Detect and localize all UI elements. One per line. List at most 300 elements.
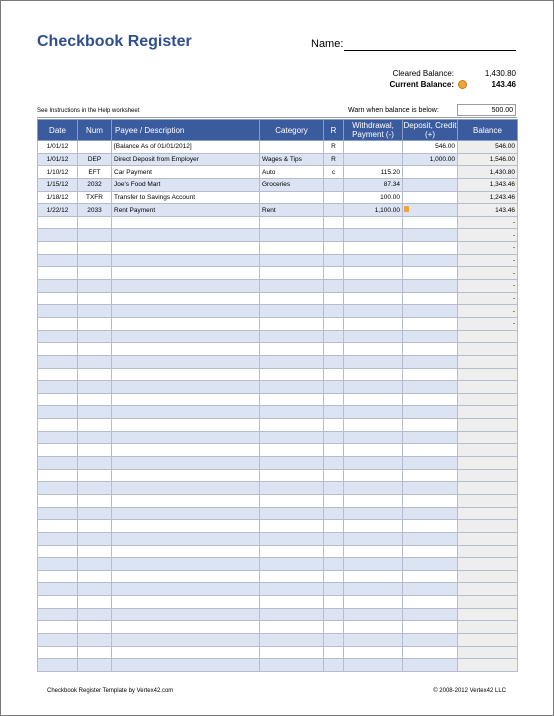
- cell-balance[interactable]: -: [458, 254, 518, 267]
- cell-payee[interactable]: [112, 317, 260, 330]
- cell-reconciled[interactable]: [324, 558, 344, 571]
- cell-deposit[interactable]: [403, 520, 458, 533]
- cell-reconciled[interactable]: [324, 355, 344, 368]
- cell-payee[interactable]: [112, 507, 260, 520]
- cell-date[interactable]: [38, 280, 78, 293]
- cell-num[interactable]: [78, 381, 112, 394]
- cell-balance[interactable]: [458, 520, 518, 533]
- cell-date[interactable]: 1/01/12: [38, 141, 78, 154]
- cell-withdrawal[interactable]: [344, 292, 403, 305]
- cell-deposit[interactable]: [403, 608, 458, 621]
- cell-reconciled[interactable]: [324, 216, 344, 229]
- cell-deposit[interactable]: [403, 381, 458, 394]
- cell-balance[interactable]: [458, 469, 518, 482]
- cell-category[interactable]: Rent: [260, 204, 324, 217]
- cell-deposit[interactable]: [403, 532, 458, 545]
- cell-num[interactable]: [78, 141, 112, 154]
- cell-balance[interactable]: [458, 431, 518, 444]
- cell-reconciled[interactable]: [324, 330, 344, 343]
- cell-withdrawal[interactable]: [344, 532, 403, 545]
- warn-threshold-input[interactable]: 500.00: [457, 104, 516, 116]
- cell-balance[interactable]: 546.00: [458, 141, 518, 154]
- cell-num[interactable]: [78, 482, 112, 495]
- cell-date[interactable]: [38, 355, 78, 368]
- cell-date[interactable]: [38, 444, 78, 457]
- cell-category[interactable]: Groceries: [260, 178, 324, 191]
- cell-balance[interactable]: [458, 406, 518, 419]
- cell-withdrawal[interactable]: [344, 494, 403, 507]
- cell-date[interactable]: [38, 393, 78, 406]
- cell-date[interactable]: 1/15/12: [38, 178, 78, 191]
- cell-num[interactable]: [78, 520, 112, 533]
- cell-date[interactable]: [38, 242, 78, 255]
- cell-payee[interactable]: [Balance As of 01/01/2012]: [112, 141, 260, 154]
- cell-withdrawal[interactable]: [344, 368, 403, 381]
- cell-num[interactable]: [78, 431, 112, 444]
- cell-date[interactable]: [38, 457, 78, 470]
- cell-balance[interactable]: [458, 393, 518, 406]
- cell-deposit[interactable]: [403, 242, 458, 255]
- cell-payee[interactable]: [112, 431, 260, 444]
- cell-withdrawal[interactable]: [344, 596, 403, 609]
- cell-category[interactable]: [260, 659, 324, 672]
- cell-date[interactable]: [38, 406, 78, 419]
- cell-reconciled[interactable]: [324, 621, 344, 634]
- cell-reconciled[interactable]: [324, 368, 344, 381]
- cell-payee[interactable]: [112, 368, 260, 381]
- cell-payee[interactable]: [112, 596, 260, 609]
- cell-withdrawal[interactable]: [344, 457, 403, 470]
- cell-num[interactable]: [78, 646, 112, 659]
- cell-payee[interactable]: [112, 419, 260, 432]
- cell-date[interactable]: [38, 494, 78, 507]
- cell-num[interactable]: [78, 393, 112, 406]
- cell-balance[interactable]: [458, 444, 518, 457]
- cell-reconciled[interactable]: [324, 229, 344, 242]
- cell-category[interactable]: [260, 330, 324, 343]
- cell-payee[interactable]: [112, 520, 260, 533]
- cell-category[interactable]: [260, 267, 324, 280]
- cell-reconciled[interactable]: [324, 191, 344, 204]
- cell-reconciled[interactable]: [324, 267, 344, 280]
- cell-category[interactable]: [260, 141, 324, 154]
- cell-deposit[interactable]: [403, 355, 458, 368]
- cell-payee[interactable]: [112, 267, 260, 280]
- cell-withdrawal[interactable]: [344, 659, 403, 672]
- cell-reconciled[interactable]: [324, 292, 344, 305]
- cell-category[interactable]: Wages & Tips: [260, 153, 324, 166]
- cell-payee[interactable]: [112, 305, 260, 318]
- cell-reconciled[interactable]: [324, 570, 344, 583]
- cell-category[interactable]: [260, 393, 324, 406]
- cell-reconciled[interactable]: [324, 457, 344, 470]
- cell-balance[interactable]: [458, 532, 518, 545]
- cell-date[interactable]: [38, 520, 78, 533]
- cell-reconciled[interactable]: R: [324, 141, 344, 154]
- cell-num[interactable]: [78, 368, 112, 381]
- cell-deposit[interactable]: [403, 305, 458, 318]
- cell-reconciled[interactable]: R: [324, 153, 344, 166]
- cell-balance[interactable]: [458, 558, 518, 571]
- cell-num[interactable]: [78, 292, 112, 305]
- cell-date[interactable]: [38, 633, 78, 646]
- cell-date[interactable]: [38, 267, 78, 280]
- cell-payee[interactable]: [112, 355, 260, 368]
- cell-num[interactable]: [78, 633, 112, 646]
- cell-category[interactable]: [260, 216, 324, 229]
- cell-category[interactable]: [260, 608, 324, 621]
- cell-withdrawal[interactable]: [344, 444, 403, 457]
- cell-balance[interactable]: [458, 343, 518, 356]
- cell-reconciled[interactable]: [324, 494, 344, 507]
- cell-withdrawal[interactable]: [344, 393, 403, 406]
- cell-payee[interactable]: [112, 633, 260, 646]
- cell-balance[interactable]: [458, 482, 518, 495]
- cell-num[interactable]: [78, 305, 112, 318]
- cell-balance[interactable]: 1,343.46: [458, 178, 518, 191]
- cell-reconciled[interactable]: [324, 583, 344, 596]
- cell-date[interactable]: 1/01/12: [38, 153, 78, 166]
- cell-balance[interactable]: [458, 419, 518, 432]
- cell-date[interactable]: [38, 558, 78, 571]
- cell-payee[interactable]: [112, 583, 260, 596]
- cell-deposit[interactable]: [403, 621, 458, 634]
- cell-payee[interactable]: Rent Payment: [112, 204, 260, 217]
- cell-withdrawal[interactable]: [344, 267, 403, 280]
- cell-category[interactable]: [260, 457, 324, 470]
- cell-num[interactable]: [78, 608, 112, 621]
- cell-category[interactable]: [260, 633, 324, 646]
- cell-num[interactable]: [78, 507, 112, 520]
- cell-withdrawal[interactable]: 1,100.00: [344, 204, 403, 217]
- cell-balance[interactable]: -: [458, 292, 518, 305]
- cell-category[interactable]: [260, 419, 324, 432]
- cell-reconciled[interactable]: [324, 242, 344, 255]
- cell-withdrawal[interactable]: 100.00: [344, 191, 403, 204]
- cell-num[interactable]: [78, 583, 112, 596]
- cell-date[interactable]: [38, 317, 78, 330]
- cell-payee[interactable]: [112, 444, 260, 457]
- cell-category[interactable]: [260, 494, 324, 507]
- cell-withdrawal[interactable]: [344, 558, 403, 571]
- cell-withdrawal[interactable]: [344, 330, 403, 343]
- cell-deposit[interactable]: [403, 229, 458, 242]
- cell-withdrawal[interactable]: [344, 633, 403, 646]
- cell-num[interactable]: [78, 229, 112, 242]
- cell-date[interactable]: [38, 292, 78, 305]
- cell-deposit[interactable]: [403, 280, 458, 293]
- cell-num[interactable]: [78, 457, 112, 470]
- cell-deposit[interactable]: [403, 482, 458, 495]
- cell-date[interactable]: [38, 343, 78, 356]
- cell-balance[interactable]: 1,430.80: [458, 166, 518, 179]
- cell-date[interactable]: [38, 596, 78, 609]
- cell-num[interactable]: [78, 621, 112, 634]
- cell-payee[interactable]: [112, 280, 260, 293]
- cell-date[interactable]: [38, 482, 78, 495]
- cell-reconciled[interactable]: [324, 608, 344, 621]
- cell-payee[interactable]: [112, 254, 260, 267]
- cell-balance[interactable]: [458, 355, 518, 368]
- cell-date[interactable]: [38, 216, 78, 229]
- cell-date[interactable]: [38, 469, 78, 482]
- cell-reconciled[interactable]: [324, 482, 344, 495]
- cell-withdrawal[interactable]: [344, 355, 403, 368]
- cell-reconciled[interactable]: [324, 178, 344, 191]
- cell-num[interactable]: [78, 659, 112, 672]
- cell-payee[interactable]: [112, 343, 260, 356]
- cell-withdrawal[interactable]: [344, 280, 403, 293]
- cell-reconciled[interactable]: [324, 381, 344, 394]
- cell-num[interactable]: [78, 216, 112, 229]
- cell-payee[interactable]: [112, 406, 260, 419]
- cell-payee[interactable]: [112, 646, 260, 659]
- cell-category[interactable]: [260, 570, 324, 583]
- cell-balance[interactable]: [458, 570, 518, 583]
- cell-deposit[interactable]: [403, 178, 458, 191]
- cell-balance[interactable]: [458, 659, 518, 672]
- cell-balance[interactable]: -: [458, 267, 518, 280]
- cell-num[interactable]: [78, 406, 112, 419]
- cell-withdrawal[interactable]: [344, 141, 403, 154]
- cell-num[interactable]: 2032: [78, 178, 112, 191]
- cell-date[interactable]: [38, 431, 78, 444]
- cell-category[interactable]: [260, 381, 324, 394]
- cell-category[interactable]: [260, 583, 324, 596]
- cell-deposit[interactable]: [403, 596, 458, 609]
- cell-category[interactable]: [260, 343, 324, 356]
- cell-date[interactable]: [38, 305, 78, 318]
- cell-category[interactable]: [260, 280, 324, 293]
- cell-num[interactable]: [78, 570, 112, 583]
- cell-reconciled[interactable]: [324, 305, 344, 318]
- cell-deposit[interactable]: [403, 166, 458, 179]
- cell-num[interactable]: TXFR: [78, 191, 112, 204]
- cell-deposit[interactable]: [403, 393, 458, 406]
- cell-num[interactable]: [78, 596, 112, 609]
- cell-category[interactable]: [260, 482, 324, 495]
- cell-num[interactable]: [78, 419, 112, 432]
- cell-deposit[interactable]: [403, 267, 458, 280]
- cell-payee[interactable]: Transfer to Savings Account: [112, 191, 260, 204]
- cell-date[interactable]: [38, 507, 78, 520]
- cell-num[interactable]: [78, 444, 112, 457]
- cell-payee[interactable]: Direct Deposit from Employer: [112, 153, 260, 166]
- cell-balance[interactable]: 143.46: [458, 204, 518, 217]
- cell-category[interactable]: [260, 621, 324, 634]
- cell-balance[interactable]: -: [458, 216, 518, 229]
- cell-payee[interactable]: [112, 482, 260, 495]
- cell-date[interactable]: [38, 570, 78, 583]
- cell-balance[interactable]: [458, 330, 518, 343]
- cell-num[interactable]: [78, 254, 112, 267]
- cell-withdrawal[interactable]: [344, 482, 403, 495]
- cell-payee[interactable]: Car Payment: [112, 166, 260, 179]
- cell-reconciled[interactable]: [324, 646, 344, 659]
- cell-reconciled[interactable]: [324, 532, 344, 545]
- cell-reconciled[interactable]: [324, 545, 344, 558]
- cell-deposit[interactable]: [403, 570, 458, 583]
- cell-withdrawal[interactable]: [344, 381, 403, 394]
- cell-payee[interactable]: [112, 381, 260, 394]
- cell-deposit[interactable]: [403, 292, 458, 305]
- cell-payee[interactable]: [112, 242, 260, 255]
- cell-date[interactable]: [38, 419, 78, 432]
- cell-withdrawal[interactable]: [344, 305, 403, 318]
- cell-withdrawal[interactable]: [344, 545, 403, 558]
- cell-category[interactable]: [260, 507, 324, 520]
- cell-payee[interactable]: [112, 621, 260, 634]
- cell-reconciled[interactable]: [324, 204, 344, 217]
- cell-deposit[interactable]: [403, 558, 458, 571]
- cell-deposit[interactable]: [403, 659, 458, 672]
- cell-category[interactable]: [260, 406, 324, 419]
- cell-category[interactable]: Auto: [260, 166, 324, 179]
- cell-deposit[interactable]: [403, 204, 458, 217]
- cell-withdrawal[interactable]: [344, 242, 403, 255]
- cell-balance[interactable]: [458, 621, 518, 634]
- cell-payee[interactable]: [112, 457, 260, 470]
- cell-category[interactable]: [260, 254, 324, 267]
- cell-withdrawal[interactable]: [344, 229, 403, 242]
- cell-category[interactable]: [260, 292, 324, 305]
- cell-num[interactable]: [78, 330, 112, 343]
- cell-withdrawal[interactable]: [344, 406, 403, 419]
- cell-deposit[interactable]: [403, 406, 458, 419]
- cell-deposit[interactable]: [403, 457, 458, 470]
- cell-num[interactable]: [78, 343, 112, 356]
- cell-num[interactable]: [78, 242, 112, 255]
- cell-num[interactable]: [78, 267, 112, 280]
- cell-num[interactable]: [78, 280, 112, 293]
- cell-balance[interactable]: [458, 608, 518, 621]
- cell-category[interactable]: [260, 368, 324, 381]
- cell-withdrawal[interactable]: [344, 431, 403, 444]
- cell-reconciled[interactable]: [324, 633, 344, 646]
- cell-category[interactable]: [260, 305, 324, 318]
- cell-payee[interactable]: [112, 659, 260, 672]
- cell-withdrawal[interactable]: [344, 254, 403, 267]
- cell-balance[interactable]: -: [458, 280, 518, 293]
- cell-reconciled[interactable]: [324, 659, 344, 672]
- cell-category[interactable]: [260, 596, 324, 609]
- cell-reconciled[interactable]: c: [324, 166, 344, 179]
- cell-withdrawal[interactable]: 115.20: [344, 166, 403, 179]
- cell-num[interactable]: 2033: [78, 204, 112, 217]
- cell-reconciled[interactable]: [324, 444, 344, 457]
- cell-deposit[interactable]: [403, 330, 458, 343]
- cell-category[interactable]: [260, 558, 324, 571]
- cell-deposit[interactable]: [403, 646, 458, 659]
- cell-withdrawal[interactable]: [344, 317, 403, 330]
- cell-withdrawal[interactable]: [344, 469, 403, 482]
- cell-category[interactable]: [260, 545, 324, 558]
- cell-date[interactable]: [38, 381, 78, 394]
- cell-category[interactable]: [260, 317, 324, 330]
- cell-date[interactable]: [38, 254, 78, 267]
- cell-deposit[interactable]: [403, 317, 458, 330]
- cell-payee[interactable]: [112, 494, 260, 507]
- cell-balance[interactable]: [458, 545, 518, 558]
- cell-deposit[interactable]: [403, 343, 458, 356]
- cell-reconciled[interactable]: [324, 254, 344, 267]
- cell-reconciled[interactable]: [324, 393, 344, 406]
- cell-category[interactable]: [260, 242, 324, 255]
- cell-date[interactable]: [38, 659, 78, 672]
- cell-payee[interactable]: [112, 216, 260, 229]
- cell-reconciled[interactable]: [324, 317, 344, 330]
- cell-date[interactable]: [38, 368, 78, 381]
- cell-payee[interactable]: [112, 330, 260, 343]
- cell-withdrawal[interactable]: [344, 343, 403, 356]
- cell-deposit[interactable]: [403, 633, 458, 646]
- cell-num[interactable]: EFT: [78, 166, 112, 179]
- cell-balance[interactable]: [458, 457, 518, 470]
- cell-date[interactable]: [38, 646, 78, 659]
- cell-category[interactable]: [260, 520, 324, 533]
- cell-deposit[interactable]: [403, 494, 458, 507]
- cell-payee[interactable]: [112, 292, 260, 305]
- cell-deposit[interactable]: [403, 254, 458, 267]
- cell-date[interactable]: [38, 545, 78, 558]
- cell-date[interactable]: [38, 583, 78, 596]
- cell-date[interactable]: 1/10/12: [38, 166, 78, 179]
- cell-category[interactable]: [260, 355, 324, 368]
- cell-date[interactable]: [38, 229, 78, 242]
- cell-payee[interactable]: [112, 532, 260, 545]
- cell-category[interactable]: [260, 532, 324, 545]
- cell-date[interactable]: [38, 532, 78, 545]
- cell-withdrawal[interactable]: [344, 608, 403, 621]
- cell-balance[interactable]: [458, 583, 518, 596]
- cell-category[interactable]: [260, 229, 324, 242]
- cell-balance[interactable]: -: [458, 305, 518, 318]
- cell-payee[interactable]: [112, 608, 260, 621]
- cell-reconciled[interactable]: [324, 343, 344, 356]
- cell-category[interactable]: [260, 469, 324, 482]
- cell-balance[interactable]: [458, 381, 518, 394]
- cell-deposit[interactable]: [403, 583, 458, 596]
- cell-withdrawal[interactable]: 87.34: [344, 178, 403, 191]
- cell-reconciled[interactable]: [324, 507, 344, 520]
- cell-payee[interactable]: [112, 393, 260, 406]
- cell-payee[interactable]: [112, 558, 260, 571]
- cell-category[interactable]: [260, 191, 324, 204]
- cell-balance[interactable]: -: [458, 242, 518, 255]
- cell-balance[interactable]: [458, 633, 518, 646]
- cell-balance[interactable]: -: [458, 317, 518, 330]
- cell-deposit[interactable]: [403, 431, 458, 444]
- cell-balance[interactable]: 1,243.46: [458, 191, 518, 204]
- cell-deposit[interactable]: [403, 545, 458, 558]
- cell-balance[interactable]: [458, 507, 518, 520]
- cell-withdrawal[interactable]: [344, 520, 403, 533]
- cell-withdrawal[interactable]: [344, 570, 403, 583]
- cell-num[interactable]: [78, 558, 112, 571]
- cell-withdrawal[interactable]: [344, 419, 403, 432]
- name-field[interactable]: [344, 50, 516, 51]
- cell-balance[interactable]: [458, 646, 518, 659]
- cell-deposit[interactable]: 1,000.00: [403, 153, 458, 166]
- cell-num[interactable]: DEP: [78, 153, 112, 166]
- cell-num[interactable]: [78, 317, 112, 330]
- cell-reconciled[interactable]: [324, 520, 344, 533]
- cell-deposit[interactable]: [403, 419, 458, 432]
- cell-date[interactable]: 1/18/12: [38, 191, 78, 204]
- cell-reconciled[interactable]: [324, 469, 344, 482]
- cell-date[interactable]: 1/22/12: [38, 204, 78, 217]
- cell-payee[interactable]: [112, 229, 260, 242]
